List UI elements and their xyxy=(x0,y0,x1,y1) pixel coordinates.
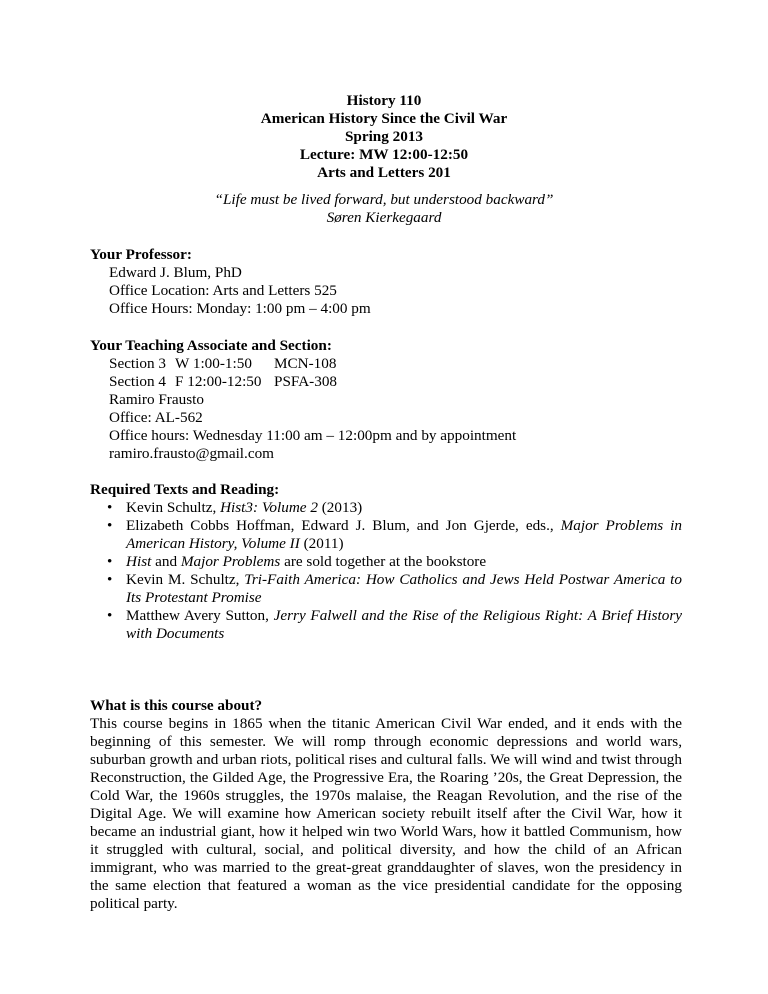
reading-connector: and xyxy=(151,553,181,570)
about-heading: What is this course about? xyxy=(90,697,263,714)
reading-item xyxy=(90,517,682,553)
reading-title: Jerry Falwell and the Rise of the Religious Right: A Brief History with Documents xyxy=(126,607,682,642)
section-time: F 12:00-12:50 xyxy=(175,373,262,390)
epigraph-quote: “Life must be lived forward, but understood backward” xyxy=(214,191,554,208)
reading-title: Hist xyxy=(126,553,152,570)
professor-office: Office Location: Arts and Letters 525 xyxy=(109,282,337,299)
section-time: W 1:00-1:50 xyxy=(175,355,252,372)
readings-list xyxy=(90,499,682,643)
bullet-icon: • xyxy=(107,553,113,570)
course-term: Spring 2013 xyxy=(344,128,424,145)
ta-hours: Office hours: Wednesday 11:00 am – 12:00pm and by appointment xyxy=(109,427,517,444)
ta-name: Ramiro Frausto xyxy=(109,391,204,408)
bullet-icon: • xyxy=(107,517,113,534)
reading-year: (2013) xyxy=(317,499,363,516)
reading-author: Matthew Avery Sutton, xyxy=(126,607,274,624)
ta-heading: Your Teaching Associate and Section: xyxy=(90,337,332,354)
reading-title: Major Problems in American History, Volume II xyxy=(126,517,682,552)
epigraph-author: Søren Kierkegaard xyxy=(326,209,442,226)
course-number: History 110 xyxy=(346,92,422,109)
lecture-location: Arts and Letters 201 xyxy=(317,164,451,181)
section-number: Section 4 xyxy=(109,373,166,390)
reading-item xyxy=(90,607,682,643)
ta-section-row xyxy=(90,373,682,391)
reading-author: Elizabeth Cobbs Hoffman, Edward J. Blum, and Jon Gjerde, eds., xyxy=(126,517,561,534)
epigraph xyxy=(0,191,768,227)
readings-section xyxy=(90,481,682,643)
professor-heading: Your Professor: xyxy=(90,246,192,263)
reading-title: Major Problems xyxy=(180,553,281,570)
bullet-icon: • xyxy=(107,499,113,516)
ta-section-row xyxy=(90,355,682,373)
section-number: Section 3 xyxy=(109,355,166,372)
ta-section xyxy=(90,337,682,463)
reading-note: are sold together at the bookstore xyxy=(280,553,487,570)
professor-name: Edward J. Blum, PhD xyxy=(109,264,242,281)
course-header xyxy=(0,92,768,182)
reading-title: Hist3: Volume 2 xyxy=(220,499,318,516)
reading-item xyxy=(90,571,682,607)
ta-office: Office: AL-562 xyxy=(109,409,203,426)
professor-hours: Office Hours: Monday: 1:00 pm – 4:00 pm xyxy=(109,300,371,317)
professor-section xyxy=(90,246,682,318)
reading-author: Kevin M. Schultz, xyxy=(126,571,245,588)
reading-item xyxy=(90,553,682,571)
readings-heading: Required Texts and Reading: xyxy=(90,481,280,498)
section-room: PSFA-308 xyxy=(274,373,338,390)
reading-author: Kevin Schultz, xyxy=(126,499,221,516)
course-title: American History Since the Civil War xyxy=(260,110,508,127)
reading-item xyxy=(90,499,682,517)
reading-title: Tri-Faith America: How Catholics and Jews Held Postwar America to Its Protestant Promise xyxy=(126,571,682,606)
reading-year: (2011) xyxy=(299,535,344,552)
ta-email[interactable]: ramiro.frausto@gmail.com xyxy=(109,445,274,462)
bullet-icon: • xyxy=(107,571,113,588)
about-section xyxy=(90,697,682,913)
lecture-time: Lecture: MW 12:00-12:50 xyxy=(299,146,469,163)
about-paragraph: This course begins in 1865 when the titanic American Civil War ended, and it ends with the beginning of this semester. We will romp through economic depressions and world wars, suburban growth and urban riots, political rises and cultural falls. We will wind and twist through Reconstruction, the Gilded Age, the Progressive Era, the Roaring ’20s, the Great Depression, the Cold War, the 1960s struggles, the 1970s malaise, the Reagan Revolution, and the rise of the Digital Age. We will examine how American society rebuilt itself after the Civil War, how it became an industrial giant, how it helped win two World Wars, how it battled Communism, how it struggled with cultural, social, and political diversity, and how the child of an African immigrant, who was married to the great-great granddaughter of slaves, won the presidency in the same election that featured a woman as the vice presidential candidate for the opposing political party. xyxy=(90,715,682,912)
bullet-icon: • xyxy=(107,607,113,624)
section-room: MCN-108 xyxy=(274,355,337,372)
